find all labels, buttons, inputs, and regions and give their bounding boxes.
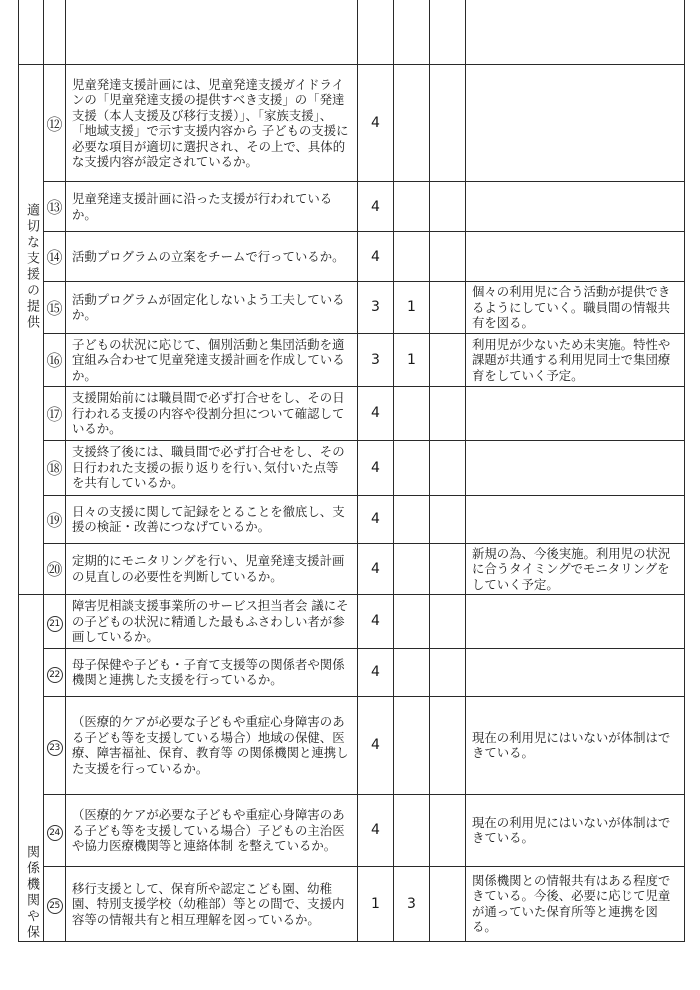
improvement-note [466, 648, 685, 696]
table-row [19, 387, 685, 441]
improvement-note: 現在の利用児にはいないが体制はできている。 [466, 696, 685, 794]
item-text: 児童発達支援計画には、児童発達支援ガイドラインの「児童発達支援の提供すべき支援」の「発達支援（本人支援及び移行支援）」、「家族支援」、「地域支援」で示す支援内容から 子どもの支援に必要な項目が適切に選択され、その上で、具体的な支援内容が設定されているか。 [66, 65, 358, 182]
category-label: 関係機関や保 [24, 845, 39, 941]
row-number: 21 [44, 595, 66, 649]
row-number: ⑰ [44, 387, 66, 441]
item-text: 移行支援として、保育所や認定こども園、幼稚園、特別支援学校（幼稚部）等との間で、支援内容等の情報共有と相互理解を図っているか。 [66, 866, 358, 941]
count-no [394, 440, 430, 495]
item-text: 日々の支援に関して記録をとることを徹底し、支援の検証・改善につなげているか。 [66, 495, 358, 543]
count-no [394, 387, 430, 441]
table-row [19, 543, 685, 595]
row-number: ⑮ [44, 282, 66, 334]
count-yes: 4 [358, 387, 394, 441]
count-unknown [430, 866, 466, 941]
category-cell-appropriate-support [19, 65, 44, 595]
evaluation-table [18, 64, 685, 942]
improvement-note [466, 440, 685, 495]
count-unknown [430, 232, 466, 282]
count-yes: 4 [358, 440, 394, 495]
row-number: 22 [44, 648, 66, 696]
count-yes: 3 [358, 333, 394, 387]
item-text: 支援終了後には、職員間で必ず打合せをし、その日行われた支援の振り返りを行い､気付いた点等を共有しているか。 [66, 440, 358, 495]
improvement-note: 新規の為、今後実施。利用児の状況に合うタイミングでモニタリングをしていく予定。 [466, 543, 685, 595]
category-label: 適切な支援の提供 [24, 203, 39, 331]
top-continuation-strip [18, 0, 685, 64]
table-row [19, 182, 685, 232]
item-text: 母子保健や子ども・子育て支援等の関係者や関係機関と連携した支援を行っているか。 [66, 648, 358, 696]
table-row [19, 696, 685, 794]
count-unknown [430, 182, 466, 232]
row-number: ⑭ [44, 232, 66, 282]
count-yes: 1 [358, 866, 394, 941]
count-no [394, 794, 430, 866]
count-no: 1 [394, 282, 430, 334]
row-number: 24 [44, 794, 66, 866]
item-text: 障害児相談支援事業所のサービス担当者会 議にその子どもの状況に精通した最もふさわしい者が参画しているか。 [66, 595, 358, 649]
count-no [394, 232, 430, 282]
count-no [394, 495, 430, 543]
item-text: 子どもの状況に応じて、個別活動と集団活動を適宜組み合わせて児童発達支援計画を作成しているか。 [66, 333, 358, 387]
count-unknown [430, 387, 466, 441]
count-yes: 4 [358, 794, 394, 866]
item-text: 活動プログラムが固定化しないよう工夫しているか。 [66, 282, 358, 334]
row-number: ⑯ [44, 333, 66, 387]
count-unknown [430, 333, 466, 387]
improvement-note: 個々の利用児に合う活動が提供できるようにしていく。職員間の情報共有を図る。 [466, 282, 685, 334]
table-row [19, 595, 685, 649]
count-no [394, 696, 430, 794]
table-row [19, 333, 685, 387]
improvement-note [466, 65, 685, 182]
count-yes: 4 [358, 648, 394, 696]
count-no: 3 [394, 866, 430, 941]
count-yes: 4 [358, 182, 394, 232]
item-text: 児童発達支援計画に沿った支援が行われているか。 [66, 182, 358, 232]
row-number: ⑲ [44, 495, 66, 543]
count-unknown [430, 440, 466, 495]
item-text: 定期的にモニタリングを行い、児童発達支援計画の見直しの必要性を判断しているか。 [66, 543, 358, 595]
count-yes: 4 [358, 65, 394, 182]
count-yes: 4 [358, 696, 394, 794]
row-number: ⑬ [44, 182, 66, 232]
count-yes: 3 [358, 282, 394, 334]
count-unknown [430, 65, 466, 182]
table-row [19, 65, 685, 182]
item-text: （医療的ケアが必要な子どもや重症心身障害のある子ども等を支援している場合）地域の保健、医療、障害福祉、保育、教育等 の関係機関と連携した支援を行っているか。 [66, 696, 358, 794]
count-unknown [430, 543, 466, 595]
evaluation-sheet [18, 64, 685, 942]
count-unknown [430, 282, 466, 334]
count-no: 1 [394, 333, 430, 387]
count-no [394, 595, 430, 649]
count-no [394, 65, 430, 182]
improvement-note [466, 595, 685, 649]
table-row [19, 648, 685, 696]
row-number: 23 [44, 696, 66, 794]
count-no [394, 543, 430, 595]
table-row [19, 440, 685, 495]
count-unknown [430, 794, 466, 866]
count-unknown [430, 696, 466, 794]
item-text: 活動プログラムの立案をチームで行っているか。 [66, 232, 358, 282]
count-unknown [430, 648, 466, 696]
count-no [394, 648, 430, 696]
improvement-note [466, 182, 685, 232]
count-yes: 4 [358, 543, 394, 595]
improvement-note: 利用児が少ないため未実施。特性や課題が共通する利用児同士で集団療育をしていく予定。 [466, 333, 685, 387]
row-number: ⑫ [44, 65, 66, 182]
item-text: 支援開始前には職員間で必ず打合せをし、その日行われる支援の内容や役割分担について確認しているか。 [66, 387, 358, 441]
count-yes: 4 [358, 495, 394, 543]
table-row [19, 866, 685, 941]
category-cell-related-agencies [19, 595, 44, 942]
table-row [19, 495, 685, 543]
improvement-note [466, 495, 685, 543]
count-yes: 4 [358, 232, 394, 282]
count-unknown [430, 495, 466, 543]
improvement-note: 現在の利用児にはいないが体制はできている。 [466, 794, 685, 866]
improvement-note [466, 387, 685, 441]
item-text: （医療的ケアが必要な子どもや重症心身障害のある子ども等を支援している場合）子どもの主治医や協力医療機関等と連絡体制 を整えているか。 [66, 794, 358, 866]
count-unknown [430, 595, 466, 649]
count-yes: 4 [358, 595, 394, 649]
row-number: ⑳ [44, 543, 66, 595]
row-number: 25 [44, 866, 66, 941]
row-number: ⑱ [44, 440, 66, 495]
table-row [19, 232, 685, 282]
improvement-note: 関係機関との情報共有はある程度できている。今後、必要に応じて児童が通っていた保育所等と連携を図る。 [466, 866, 685, 941]
table-row [19, 794, 685, 866]
improvement-note [466, 232, 685, 282]
count-no [394, 182, 430, 232]
table-row [19, 282, 685, 334]
